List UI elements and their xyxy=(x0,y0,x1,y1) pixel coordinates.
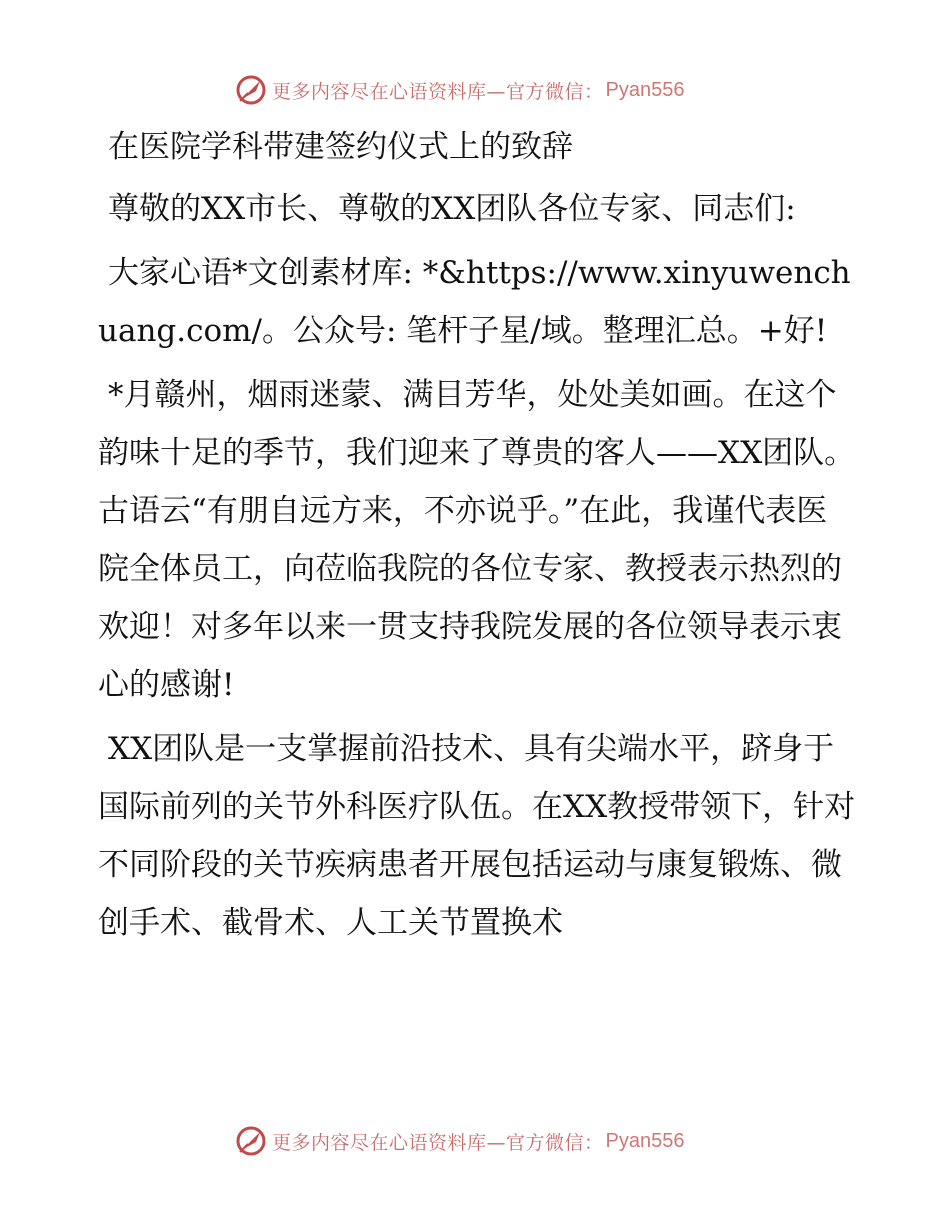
source-note: 大家心语*文创素材库: *&https://www.xinyuwenchuang.com/。公众号: 笔杆子星/域。整理汇总。+好! xyxy=(98,255,851,349)
salutation: 尊敬的XX市长、尊敬的XX团队各位专家、同志们: xyxy=(108,191,796,227)
watermark-header xyxy=(0,70,950,110)
watermark-text: 更多内容尽在心语资料库—官方微信： xyxy=(272,1131,604,1154)
watermark-wechat-id: Pyan556 xyxy=(605,78,685,101)
quill-logo-icon xyxy=(234,1124,268,1158)
paragraph-team-intro: XX团队是一支掌握前沿技术、具有尖端水平，跻身于国际前列的关节外科医疗队伍。在XX教授带领下，针对不同阶段的关节疾病患者开展包括运动与康复锻炼、微创手术、截骨术、人工关节置换术 xyxy=(98,731,856,941)
watermark-footer xyxy=(0,1121,950,1161)
watermark-wechat-id: Pyan556 xyxy=(605,1129,685,1152)
document-title: 在医院学科带建签约仪式上的致辞 xyxy=(108,129,573,165)
quill-logo-icon xyxy=(234,73,268,107)
paragraph-welcome: *月赣州，烟雨迷蒙、满目芳华，处处美如画。在这个韵味十足的季节，我们迎来了尊贵的客人——XX团队。古语云“有朋自远方来，不亦说乎。”在此，我谨代表医院全体员工，向莅临我院的各位专家、教授表示热烈的欢迎！对多年以来一贯支持我院发展的各位领导表示衷心的感谢! xyxy=(98,377,856,703)
watermark-text: 更多内容尽在心语资料库—官方微信： xyxy=(272,80,604,103)
document-body xyxy=(98,118,858,958)
